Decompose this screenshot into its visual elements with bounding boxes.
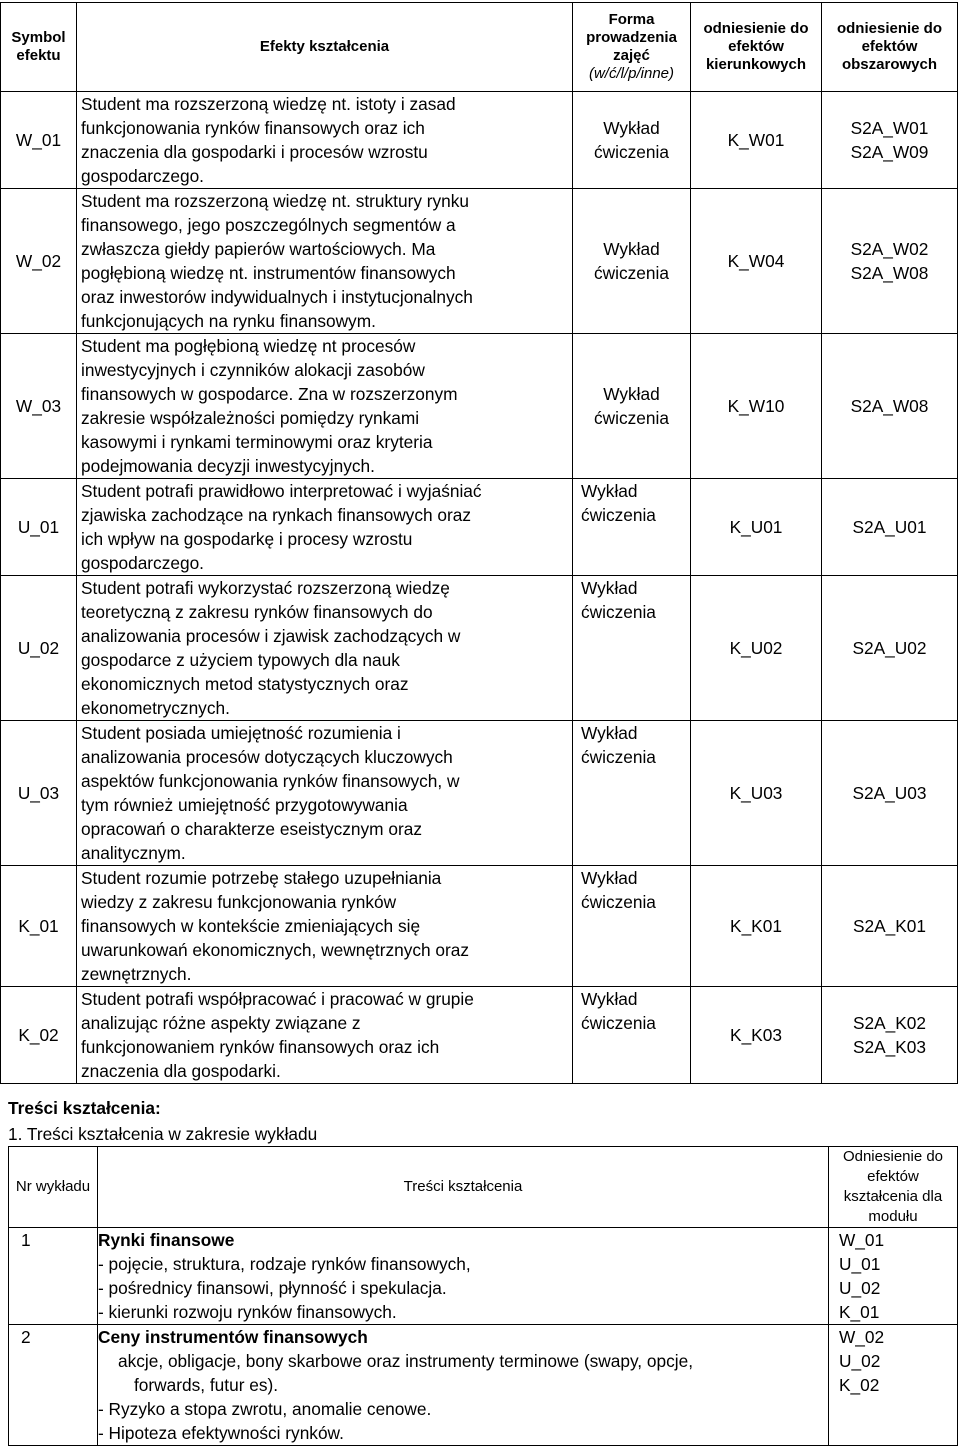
- effect-description-line: zwłaszcza giełdy papierów wartościowych. Ma: [81, 239, 436, 259]
- effect-description-line: finansowego, jego poszczególnych segmentów a: [81, 215, 456, 235]
- effect-area-ref-item: S2A_U03: [852, 783, 927, 803]
- effect-description: [77, 987, 573, 1084]
- effect-description-line: wiedzy z zakresu funkcjonowania rynków: [81, 892, 397, 912]
- effect-field-ref-item: K_W01: [727, 130, 785, 150]
- effect-description-line: analizowania procesów dotyczących kluczowych: [81, 747, 453, 767]
- lecture-table: [8, 1146, 958, 1446]
- effect-form-item: ćwiczenia: [594, 142, 669, 162]
- effect-area-ref: [822, 334, 958, 479]
- effect-description-line: kasowymi i rynkami terminowymi oraz kryteria: [81, 432, 433, 452]
- effects-table: [0, 2, 958, 1084]
- effect-description-line: finansowych w kontekście zmieniających się: [81, 916, 421, 936]
- lecture-item: - Ryzyko a stopa zwrotu, anomalie cenowe.: [98, 1399, 432, 1419]
- effect-area-ref: [822, 479, 958, 576]
- lecture-item: - pojęcie, struktura, rodzaje rynków finansowych,: [98, 1254, 471, 1274]
- effect-area-ref-item: S2A_W09: [850, 142, 929, 162]
- lecture-number: 1: [9, 1228, 98, 1325]
- effect-form: [573, 334, 691, 479]
- header-lecture-number: Nr wykładu: [9, 1147, 98, 1228]
- effect-field-ref-item: K_W04: [727, 251, 785, 271]
- effect-description-line: gospodarce z użyciem typowych dla nauk: [81, 650, 400, 670]
- effect-description: [77, 92, 573, 189]
- effect-form-item: ćwiczenia: [594, 408, 669, 428]
- effect-field-ref-item: K_W10: [727, 396, 785, 416]
- effect-area-ref-item: S2A_W01: [850, 118, 929, 138]
- effect-description-line: ekonometrycznych.: [81, 698, 230, 718]
- effect-area-ref-item: S2A_W02: [850, 239, 929, 259]
- effect-symbol: W_02: [1, 189, 77, 334]
- effect-area-ref-item: S2A_K01: [852, 916, 927, 936]
- effect-description-line: Student ma pogłębioną wiedzę nt procesów: [81, 336, 416, 356]
- effect-description-line: analizowania procesów i zjawisk zachodzących w: [81, 626, 461, 646]
- effect-description: [77, 334, 573, 479]
- lecture-reference-item: U_02: [839, 1351, 881, 1371]
- effect-description-line: Student potrafi współpracować i pracować w grupie: [81, 989, 474, 1009]
- effect-row: [1, 576, 958, 721]
- effect-description-line: znaczenia dla gospodarki i procesów wzrostu: [81, 142, 428, 162]
- effect-description-line: uwarunkowań ekonomicznych, wewnętrznych oraz: [81, 940, 470, 960]
- effect-row: [1, 479, 958, 576]
- effect-field-ref-item: K_K03: [730, 1025, 782, 1045]
- effect-form: [573, 987, 691, 1084]
- effect-description-line: zakresie współzależności pomiędzy rynkami: [81, 408, 420, 428]
- lecture-number: 2: [9, 1325, 98, 1446]
- effect-symbol: U_01: [1, 479, 77, 576]
- lecture-item: akcje, obligacje, bony skarbowe oraz instrumenty terminowe (swapy, opcje,: [118, 1351, 694, 1371]
- effect-field-ref: [691, 479, 822, 576]
- effect-form: [573, 866, 691, 987]
- effect-symbol: K_02: [1, 987, 77, 1084]
- effect-description: [77, 576, 573, 721]
- lecture-reference: [829, 1325, 958, 1446]
- lecture-row: [9, 1325, 958, 1446]
- effect-description: [77, 721, 573, 866]
- lecture-row: [9, 1228, 958, 1325]
- effect-form: [573, 576, 691, 721]
- effect-area-ref-item: S2A_W08: [850, 263, 929, 283]
- effect-field-ref-item: K_U03: [729, 783, 783, 803]
- lecture-item: - kierunki rozwoju rynków finansowych.: [98, 1302, 397, 1322]
- lecture-reference-item: W_01: [839, 1230, 885, 1250]
- effect-form-item: Wykład: [581, 481, 638, 501]
- effect-field-ref: [691, 189, 822, 334]
- effect-description-line: tym również umiejętność przygotowywania: [81, 795, 408, 815]
- effect-description-line: Student potrafi prawidłowo interpretować i wyjaśniać: [81, 481, 482, 501]
- effect-form-item: ćwiczenia: [594, 263, 669, 283]
- effect-description-line: zewnętrznych.: [81, 964, 192, 984]
- effect-description-line: analitycznym.: [81, 843, 186, 863]
- effect-area-ref: [822, 92, 958, 189]
- lecture-reference-item: U_02: [839, 1278, 881, 1298]
- effect-field-ref: [691, 721, 822, 866]
- effect-form-item: Wykład: [603, 239, 660, 259]
- effect-field-ref-item: K_K01: [730, 916, 782, 936]
- effect-symbol: U_02: [1, 576, 77, 721]
- effect-description-line: analizując różne aspekty związane z: [81, 1013, 361, 1033]
- header-field: odniesienie do efektów kierunkowych: [691, 3, 822, 92]
- effect-form-item: ćwiczenia: [581, 892, 656, 912]
- effect-description-line: funkcjonujących na rynku finansowym.: [81, 311, 376, 331]
- effect-description-line: finansowych w gospodarce. Zna w rozszerzonym: [81, 384, 458, 404]
- effect-row: [1, 987, 958, 1084]
- effect-field-ref: [691, 334, 822, 479]
- section-heading: Treści kształcenia:: [8, 1098, 161, 1118]
- effect-form-item: ćwiczenia: [581, 505, 656, 525]
- effect-description-line: gospodarczego.: [81, 553, 204, 573]
- lecture-reference-item: K_01: [839, 1302, 880, 1322]
- header-lecture-content: Treści kształcenia: [98, 1147, 829, 1228]
- effect-description-line: ich wpływ na gospodarkę i procesy wzrostu: [81, 529, 413, 549]
- effect-description: [77, 479, 573, 576]
- header-form-label: Forma prowadzenia zajęć: [586, 11, 677, 64]
- effect-row: [1, 189, 958, 334]
- effect-field-ref: [691, 866, 822, 987]
- effect-description-line: pogłębioną wiedzę nt. instrumentów finansowych: [81, 263, 456, 283]
- effect-form-item: Wykład: [581, 723, 638, 743]
- lecture-header-row: [9, 1147, 958, 1228]
- header-area: odniesienie do efektów obszarowych: [822, 3, 958, 92]
- effect-field-ref-item: K_U02: [729, 638, 783, 658]
- effects-header-row: [1, 3, 958, 92]
- lecture-item: - Hipoteza efektywności rynków.: [98, 1423, 344, 1443]
- effect-area-ref: [822, 576, 958, 721]
- effect-field-ref: [691, 576, 822, 721]
- effect-symbol: U_03: [1, 721, 77, 866]
- effect-form-item: ćwiczenia: [581, 1013, 656, 1033]
- lecture-reference: [829, 1228, 958, 1325]
- effect-description-line: podejmowania decyzji inwestycyjnych.: [81, 456, 375, 476]
- effect-row: [1, 334, 958, 479]
- effect-area-ref-item: S2A_K02: [852, 1013, 927, 1033]
- effect-area-ref-item: S2A_U01: [852, 517, 927, 537]
- effect-area-ref-item: S2A_U02: [852, 638, 927, 658]
- lecture-content: [98, 1325, 829, 1446]
- effect-description-line: znaczenia dla gospodarki.: [81, 1061, 281, 1081]
- effect-symbol: W_01: [1, 92, 77, 189]
- effect-field-ref-item: K_U01: [729, 517, 783, 537]
- effect-area-ref: [822, 189, 958, 334]
- effect-description-line: Student rozumie potrzebę stałego uzupełniania: [81, 868, 442, 888]
- lecture-title: Rynki finansowe: [98, 1230, 235, 1250]
- lecture-reference-item: K_02: [839, 1375, 880, 1395]
- effect-symbol: K_01: [1, 866, 77, 987]
- effect-row: [1, 866, 958, 987]
- effect-area-ref-item: S2A_K03: [852, 1037, 927, 1057]
- effect-field-ref: [691, 92, 822, 189]
- effect-form: [573, 479, 691, 576]
- lecture-content: [98, 1228, 829, 1325]
- effect-form-item: Wykład: [603, 384, 660, 404]
- lecture-reference-item: W_02: [839, 1327, 885, 1347]
- effect-area-ref: [822, 866, 958, 987]
- effect-form-item: Wykład: [581, 868, 638, 888]
- effect-description-line: aspektów funkcjonowania rynków finansowych, w: [81, 771, 460, 791]
- header-form: [573, 3, 691, 92]
- effect-description-line: Student potrafi wykorzystać rozszerzoną wiedzę: [81, 578, 450, 598]
- effect-field-ref: [691, 987, 822, 1084]
- effect-description-line: Student ma rozszerzoną wiedzę nt. istoty i zasad: [81, 94, 456, 114]
- lecture-reference-item: U_01: [839, 1254, 881, 1274]
- effect-row: [1, 92, 958, 189]
- effect-form: [573, 92, 691, 189]
- effect-area-ref-item: S2A_W08: [850, 396, 929, 416]
- effect-form-item: Wykład: [581, 578, 638, 598]
- effect-description-line: gospodarczego.: [81, 166, 204, 186]
- effect-symbol: W_03: [1, 334, 77, 479]
- effect-form: [573, 721, 691, 866]
- lecture-item: - pośrednicy finansowi, płynność i spekulacja.: [98, 1278, 447, 1298]
- header-form-sub: (w/ć/l/p/inne): [588, 65, 675, 82]
- effect-form: [573, 189, 691, 334]
- header-effects: Efekty kształcenia: [77, 3, 573, 92]
- effect-area-ref: [822, 987, 958, 1084]
- effect-description-line: oraz inwestorów indywidualnych i instytucjonalnych: [81, 287, 473, 307]
- effect-description-line: teoretyczną z zakresu rynków finansowych do: [81, 602, 433, 622]
- effect-form-item: Wykład: [603, 118, 660, 138]
- effect-description: [77, 866, 573, 987]
- effect-description-line: ekonomicznych metod statystycznych oraz: [81, 674, 409, 694]
- lecture-title: Ceny instrumentów finansowych: [98, 1327, 368, 1347]
- effect-description-line: opracowań o charakterze eseistycznym oraz: [81, 819, 422, 839]
- header-symbol: Symbol efektu: [1, 3, 77, 92]
- effect-description: [77, 189, 573, 334]
- effect-description-line: Student posiada umiejętność rozumienia i: [81, 723, 401, 743]
- header-lecture-reference: Odniesienie do efektów kształcenia dla modułu: [829, 1147, 958, 1228]
- section-subheading: 1. Treści kształcenia w zakresie wykładu: [8, 1124, 318, 1144]
- effect-form-item: Wykład: [581, 989, 638, 1009]
- effect-description-line: zjawiska zachodzące na rynkach finansowych oraz: [81, 505, 471, 525]
- effect-form-item: ćwiczenia: [581, 602, 656, 622]
- effect-description-line: inwestycyjnych i czynników alokacji zasobów: [81, 360, 425, 380]
- effect-area-ref: [822, 721, 958, 866]
- effect-form-item: ćwiczenia: [581, 747, 656, 767]
- lecture-item: forwards, futur es).: [134, 1375, 279, 1395]
- effect-description-line: funkcjonowania rynków finansowych oraz ich: [81, 118, 425, 138]
- effect-description-line: Student ma rozszerzoną wiedzę nt. struktury rynku: [81, 191, 470, 211]
- effect-description-line: funkcjonowaniem rynków finansowych oraz ich: [81, 1037, 440, 1057]
- effect-row: [1, 721, 958, 866]
